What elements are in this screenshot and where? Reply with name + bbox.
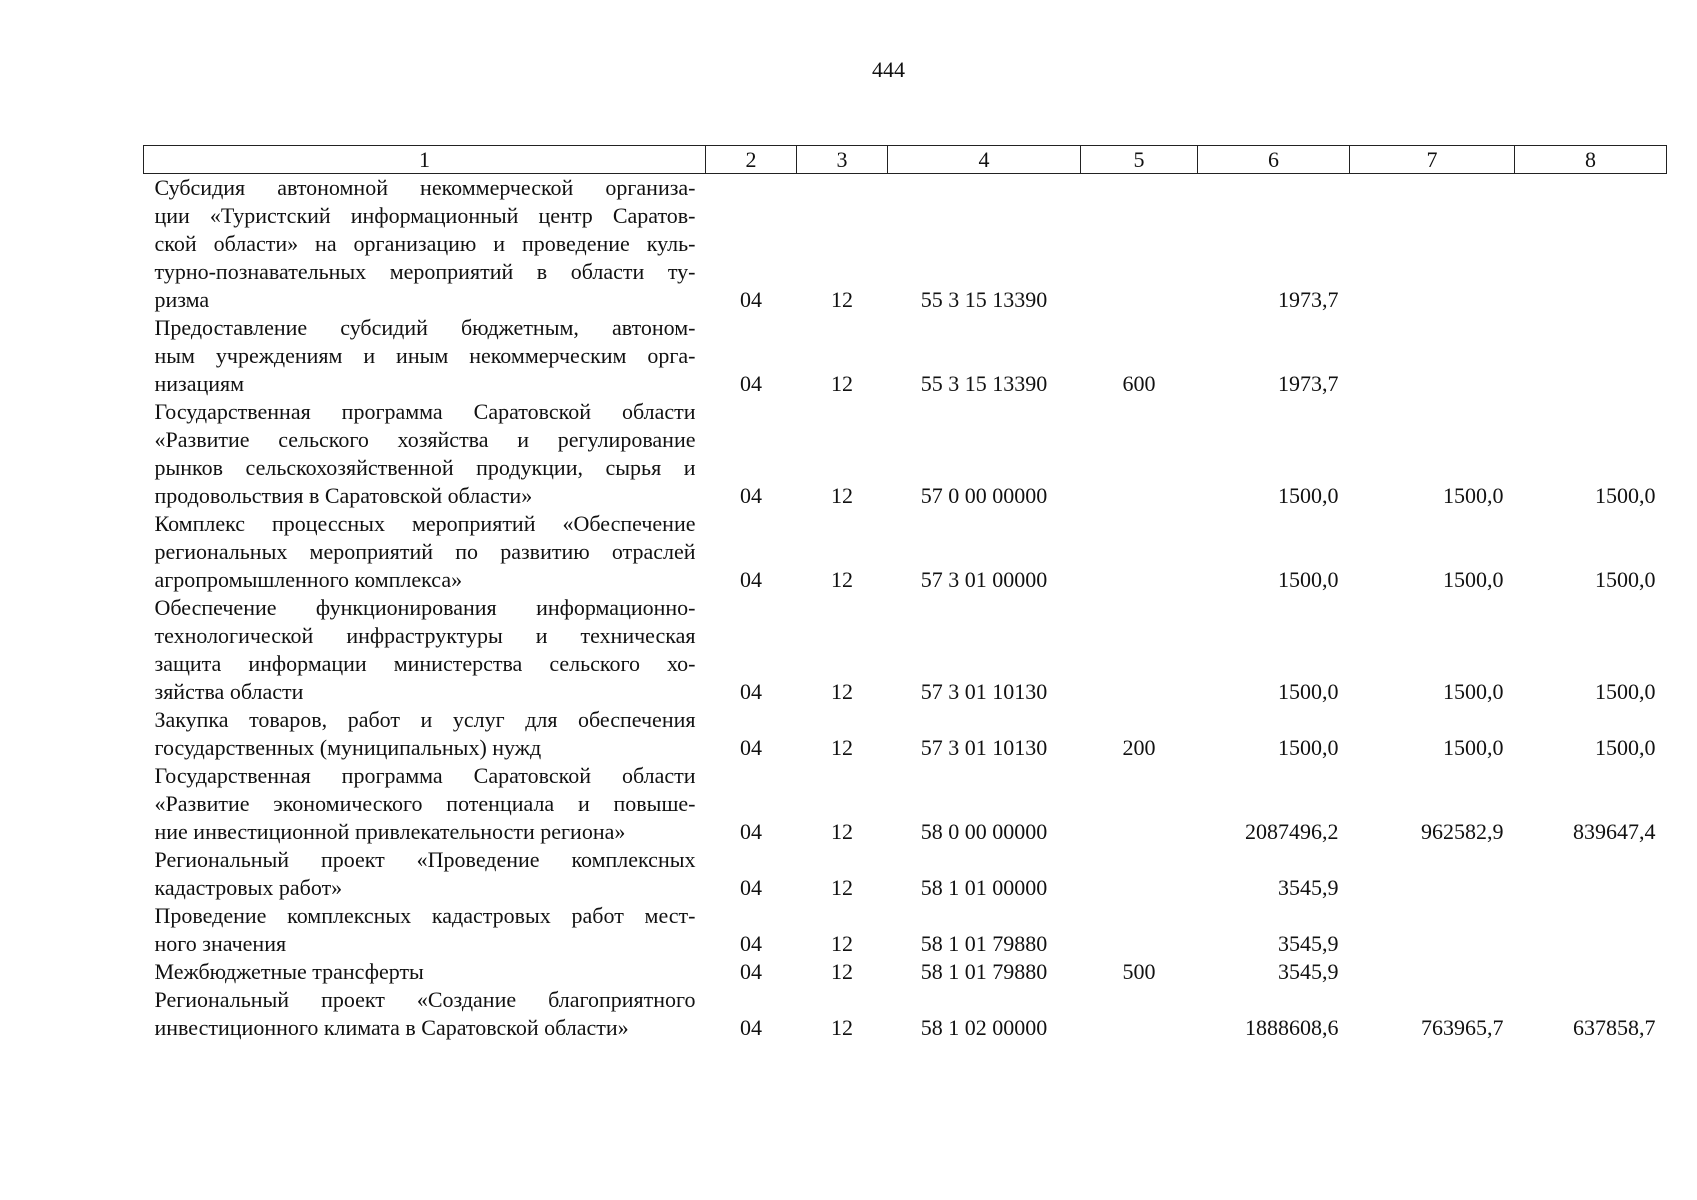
- cell-amount-col8: [1515, 958, 1667, 986]
- cell-amount-col6: 1973,7: [1278, 371, 1339, 396]
- cell-amount-col8: 1500,0: [1595, 567, 1656, 592]
- description-line: «Развитие экономического потенциала и повыше-: [154, 791, 696, 816]
- cell-description: [144, 174, 706, 315]
- cell-amount-col6: 1973,7: [1278, 287, 1339, 312]
- cell-target-article: 58 0 00 00000: [920, 819, 1048, 844]
- description-line: ным учреждениям и иным некоммерческим орга-: [154, 343, 696, 368]
- description-line: государственных (муниципальных) нужд: [154, 735, 542, 760]
- cell-amount-col6: 1888608,6: [1245, 1015, 1339, 1040]
- table-row: [144, 958, 1667, 986]
- description-line: Межбюджетные трансферты: [154, 959, 424, 984]
- description-line: технологической инфраструктуры и техническая: [154, 623, 696, 648]
- cell-amount-col8: [1515, 174, 1667, 315]
- cell-amount-col8: 1500,0: [1595, 483, 1656, 508]
- cell-section: 04: [740, 819, 762, 844]
- cell-description: [144, 594, 706, 706]
- cell-section: 04: [740, 959, 762, 984]
- cell-subsection: 12: [831, 875, 853, 900]
- description-line: Комплекс процессных мероприятий «Обеспечение: [154, 511, 696, 536]
- description-line: Предоставление субсидий бюджетным, автоном-: [154, 315, 696, 340]
- page-number: 444: [872, 57, 905, 82]
- cell-expense-type: [1081, 762, 1198, 846]
- header-col-7: 7: [1350, 146, 1515, 174]
- header-row: [144, 146, 1667, 174]
- cell-section: 04: [740, 371, 762, 396]
- cell-amount-col6: 3545,9: [1278, 931, 1339, 956]
- cell-amount-col7: 962582,9: [1421, 819, 1504, 844]
- cell-section: 04: [740, 875, 762, 900]
- description-line: Региональный проект «Проведение комплексных: [154, 847, 696, 872]
- table-row: [144, 762, 1667, 846]
- cell-amount-col8: [1515, 902, 1667, 958]
- cell-amount-col7: 1500,0: [1443, 735, 1504, 760]
- cell-amount-col7: [1350, 314, 1515, 398]
- cell-description: [144, 706, 706, 762]
- cell-target-article: 57 3 01 10130: [920, 679, 1048, 704]
- cell-amount-col7: 1500,0: [1443, 567, 1504, 592]
- cell-expense-type: [1081, 174, 1198, 315]
- header-col-1: 1: [144, 146, 706, 174]
- description-line: Проведение комплексных кадастровых работ мест-: [154, 903, 696, 928]
- cell-amount-col7: [1350, 174, 1515, 315]
- description-line: рынков сельскохозяйственной продукции, сырья и: [154, 455, 696, 480]
- description-line: ской области» на организацию и проведение куль-: [154, 231, 696, 256]
- cell-subsection: 12: [831, 819, 853, 844]
- description-line: турно-познавательных мероприятий в области ту-: [154, 259, 696, 284]
- description-line: ние инвестиционной привлекательности региона»: [154, 819, 626, 844]
- cell-expense-type: 600: [1122, 371, 1156, 396]
- description-line: ного значения: [154, 931, 287, 956]
- cell-target-article: 58 1 01 79880: [920, 959, 1048, 984]
- cell-amount-col6: 2087496,2: [1245, 819, 1339, 844]
- description-line: Региональный проект «Создание благоприятного: [154, 987, 696, 1012]
- description-line: инвестиционного климата в Саратовской области»: [154, 1015, 629, 1040]
- cell-expense-type: [1081, 510, 1198, 594]
- cell-amount-col8: 1500,0: [1595, 735, 1656, 760]
- cell-subsection: 12: [831, 371, 853, 396]
- description-line: Государственная программа Саратовской области: [154, 763, 696, 788]
- cell-section: 04: [740, 483, 762, 508]
- cell-amount-col7: 1500,0: [1443, 483, 1504, 508]
- cell-expense-type: [1081, 986, 1198, 1042]
- description-line: агропромышленного комплекса»: [154, 567, 463, 592]
- cell-amount-col8: [1515, 846, 1667, 902]
- cell-expense-type: [1081, 846, 1198, 902]
- cell-target-article: 58 1 01 00000: [920, 875, 1048, 900]
- description-line: зяйства области: [154, 679, 304, 704]
- cell-amount-col6: 1500,0: [1278, 735, 1339, 760]
- cell-section: 04: [740, 735, 762, 760]
- header-col-2: 2: [706, 146, 797, 174]
- description-line: региональных мероприятий по развитию отраслей: [154, 539, 696, 564]
- cell-amount-col8: 637858,7: [1573, 1015, 1656, 1040]
- cell-amount-col6: 3545,9: [1278, 959, 1339, 984]
- cell-target-article: 58 1 02 00000: [920, 1015, 1048, 1040]
- cell-subsection: 12: [831, 483, 853, 508]
- cell-expense-type: [1081, 594, 1198, 706]
- cell-target-article: 57 3 01 00000: [920, 567, 1048, 592]
- table-row: [144, 314, 1667, 398]
- table-row: [144, 174, 1667, 315]
- header-col-8: 8: [1515, 146, 1667, 174]
- cell-subsection: 12: [831, 679, 853, 704]
- header-col-5: 5: [1081, 146, 1198, 174]
- cell-section: 04: [740, 287, 762, 312]
- header-col-4: 4: [888, 146, 1081, 174]
- cell-amount-col6: 3545,9: [1278, 875, 1339, 900]
- header-col-3: 3: [797, 146, 888, 174]
- description-line: Государственная программа Саратовской области: [154, 399, 696, 424]
- cell-expense-type: [1081, 902, 1198, 958]
- description-line: ризма: [154, 287, 210, 312]
- budget-table: [143, 145, 1667, 1042]
- description-line: Закупка товаров, работ и услуг для обеспечения: [154, 707, 696, 732]
- cell-description: [144, 762, 706, 846]
- cell-amount-col7: 763965,7: [1421, 1015, 1504, 1040]
- cell-description: [144, 902, 706, 958]
- description-line: кадастровых работ»: [154, 875, 343, 900]
- cell-section: 04: [740, 1015, 762, 1040]
- table-row: [144, 398, 1667, 510]
- cell-expense-type: 200: [1122, 735, 1156, 760]
- cell-expense-type: 500: [1122, 959, 1156, 984]
- description-line: защита информации министерства сельского хо-: [154, 651, 696, 676]
- cell-expense-type: [1081, 398, 1198, 510]
- cell-amount-col8: 1500,0: [1595, 679, 1656, 704]
- description-line: Обеспечение функционирования информационно-: [154, 595, 696, 620]
- cell-amount-col7: [1350, 846, 1515, 902]
- cell-section: 04: [740, 679, 762, 704]
- table-row: [144, 706, 1667, 762]
- cell-subsection: 12: [831, 735, 853, 760]
- cell-amount-col8: [1515, 314, 1667, 398]
- cell-description: [144, 314, 706, 398]
- table-row: [144, 594, 1667, 706]
- cell-subsection: 12: [831, 959, 853, 984]
- cell-amount-col6: 1500,0: [1278, 483, 1339, 508]
- description-line: Субсидия автономной некоммерческой организа-: [154, 175, 696, 200]
- cell-target-article: 55 3 15 13390: [920, 371, 1048, 396]
- cell-amount-col7: 1500,0: [1443, 679, 1504, 704]
- cell-description: [144, 398, 706, 510]
- cell-amount-col6: 1500,0: [1278, 567, 1339, 592]
- description-line: «Развитие сельского хозяйства и регулирование: [154, 427, 696, 452]
- table-row: [144, 986, 1667, 1042]
- cell-target-article: 57 0 00 00000: [920, 483, 1048, 508]
- cell-amount-col6: 1500,0: [1278, 679, 1339, 704]
- cell-subsection: 12: [831, 287, 853, 312]
- table-row: [144, 846, 1667, 902]
- cell-section: 04: [740, 931, 762, 956]
- cell-description: [144, 986, 706, 1042]
- cell-amount-col7: [1350, 902, 1515, 958]
- cell-description: [144, 510, 706, 594]
- cell-target-article: 57 3 01 10130: [920, 735, 1048, 760]
- cell-amount-col7: [1350, 958, 1515, 986]
- header-col-6: 6: [1198, 146, 1350, 174]
- description-line: низациям: [154, 371, 245, 396]
- cell-target-article: 58 1 01 79880: [920, 931, 1048, 956]
- cell-section: 04: [740, 567, 762, 592]
- cell-description: [144, 846, 706, 902]
- cell-subsection: 12: [831, 931, 853, 956]
- cell-subsection: 12: [831, 567, 853, 592]
- cell-target-article: 55 3 15 13390: [920, 287, 1048, 312]
- cell-subsection: 12: [831, 1015, 853, 1040]
- description-line: продовольствия в Саратовской области»: [154, 483, 533, 508]
- table-body: [144, 174, 1667, 1043]
- cell-description: [144, 958, 706, 986]
- table-row: [144, 510, 1667, 594]
- table-row: [144, 902, 1667, 958]
- cell-amount-col8: 839647,4: [1573, 819, 1656, 844]
- description-line: ции «Туристский информационный центр Саратов-: [154, 203, 696, 228]
